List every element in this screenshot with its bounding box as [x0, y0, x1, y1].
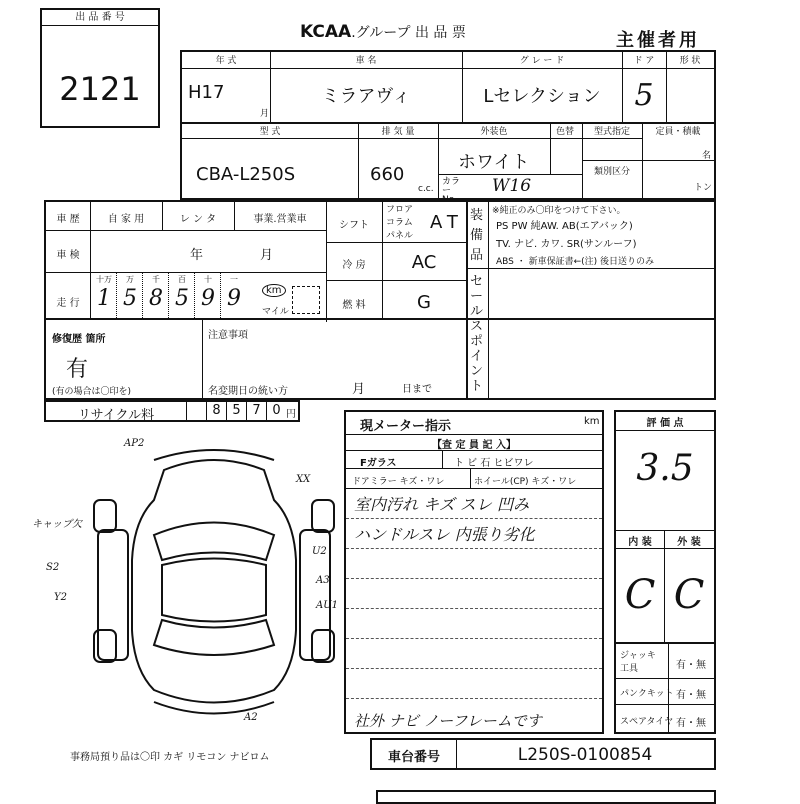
displacement-value: 660 [370, 164, 405, 185]
damage-note-ap2: AP2 [124, 438, 145, 449]
ton-unit: トン [694, 183, 713, 193]
note-rule-line [346, 548, 602, 549]
mileage-digit-label: 百 [178, 275, 186, 284]
history-label: 車 歴 [56, 214, 80, 225]
mileage-digit-label: 一 [230, 275, 238, 284]
inspection-month-unit: 月 [260, 248, 274, 263]
recycle-digit: 7 [246, 402, 266, 420]
mileage-digit-cell [142, 272, 168, 318]
car-name-label: 車 名 [355, 56, 377, 66]
mileage-label: 走 行 [56, 298, 80, 309]
mileage-digit-cell [90, 272, 116, 318]
spare-tire-option: 有・無 [676, 718, 706, 729]
inspection-note-2: ハンドルスレ 内張り劣化 [354, 525, 535, 544]
damage-note-u2: U2 [312, 546, 327, 557]
basic-info-table [180, 50, 716, 205]
recycle-digits [186, 402, 286, 420]
damage-note-au1: AU1 [316, 600, 339, 611]
windshield [154, 523, 274, 561]
jack-tool-label: ジャッキ工具 [620, 651, 656, 674]
copy-label: 主催者用 [616, 30, 700, 51]
cc-unit: c.c. [418, 184, 434, 194]
year-month-unit: 月 [260, 109, 270, 119]
inspection-box [344, 410, 604, 734]
kcaa-logo: KCAA [300, 22, 352, 42]
deadline-day-unit: 日まで [402, 384, 432, 395]
puncture-kit-option: 有・無 [676, 690, 706, 701]
mileage-digit-label: 千 [152, 275, 160, 284]
roof [162, 559, 266, 622]
front-left-tire [94, 500, 116, 532]
mile-option: マイル [262, 307, 289, 317]
damage-note-a2: A2 [244, 712, 258, 723]
equipment-line-3: ABS ・ 新車保証書←(注) 後日送りのみ [496, 257, 655, 267]
mileage-digit: 9 [201, 286, 215, 311]
inspection-label: 車 検 [56, 250, 80, 261]
door-label: ド ア [633, 56, 655, 66]
recycle-yen-unit: 円 [286, 409, 296, 420]
lot-number-box [40, 8, 160, 128]
mile-box [292, 286, 320, 314]
note-rule-line [346, 698, 602, 699]
glass-label: Fガラス [360, 458, 397, 469]
note-rule-line [346, 578, 602, 579]
note-rule-line [346, 518, 602, 519]
inspection-year-unit: 年 [190, 248, 204, 263]
car-name-value: ミラアヴィ [321, 86, 411, 107]
interior-label: 内 装 [628, 537, 652, 548]
equipment-line-2: TV. ナビ. カワ. SR(サンルーフ) [496, 239, 637, 250]
damage-note-cap: キャップ欠 [32, 519, 82, 530]
deadline-label: 名変期日の統い方 [208, 386, 288, 397]
private-use-option: 自 家 用 [107, 214, 145, 225]
puncture-kit-label: パンクキット [620, 689, 674, 699]
note-rule-line [346, 638, 602, 639]
model-value: CBA-L250S [196, 164, 296, 185]
shift-panel-option: パネル [386, 231, 414, 241]
person-unit: 名 [702, 151, 712, 161]
fuel-value: G [417, 292, 431, 313]
chassis-label: 車台番号 [387, 750, 440, 765]
row-line [182, 68, 714, 69]
mileage-digit: 8 [149, 286, 163, 311]
exterior-grade: C [673, 572, 705, 618]
shape-label: 形 状 [679, 56, 701, 66]
jack-tool-option: 有・無 [676, 660, 706, 671]
score-value: 3.5 [636, 448, 694, 489]
fuel-label: 燃 料 [342, 300, 366, 311]
recycle-digit: 8 [206, 402, 226, 420]
shift-column-option: コラム [386, 218, 413, 228]
type-spec-label: 型式指定 [593, 127, 630, 137]
car-outline [132, 460, 296, 703]
mileage-digit-row [90, 272, 246, 318]
capacity-label: 定員・積載 [655, 127, 701, 137]
inspector-label: 【査 定 員 記 入】 [432, 440, 516, 451]
front-bumper [154, 450, 274, 460]
rear-window [154, 620, 274, 655]
chassis-number: L250S-0100854 [517, 745, 653, 765]
color-no-label: カラー No. [442, 177, 461, 205]
interior-grade: C [624, 572, 656, 618]
note-rule-line [346, 668, 602, 669]
chassis-row [370, 738, 716, 770]
class-label: 類別区分 [593, 167, 630, 177]
displacement-label: 排 気 量 [381, 127, 415, 137]
bottom-table-edge [376, 790, 716, 804]
sales-point-label: セールスポイント [470, 274, 484, 394]
office-items-note: 事務局預り品は〇印 カギ リモコン ナビロム [70, 752, 270, 763]
model-label: 型 式 [259, 127, 281, 137]
mileage-digit-cell [168, 272, 194, 318]
lot-number: 2121 [59, 70, 141, 108]
wheel-label: ホイール(CP) キズ・ワレ [474, 477, 577, 487]
note-rule-line [346, 608, 602, 609]
score-box [614, 410, 716, 734]
color-label: 外装色 [480, 127, 508, 137]
equipment-label: 装 備 品 [470, 208, 484, 263]
business-option: 事業.営業車 [253, 214, 307, 225]
form-title [300, 22, 466, 42]
mileage-digit-cell [194, 272, 220, 318]
mileage-digit: 1 [97, 286, 111, 311]
front-right-tire [312, 500, 334, 532]
recycle-label: リサイクル料 [77, 408, 155, 423]
repair-value: 有 [66, 357, 89, 382]
door-value: 5 [634, 78, 654, 113]
mileage-digit-label: 万 [126, 275, 134, 284]
mileage-digit-cell [220, 272, 246, 318]
recycle-digit: 0 [266, 402, 286, 420]
meter-label: 現メーター指示 [360, 419, 452, 434]
car-diagram [84, 440, 344, 740]
repair-note: (有の場合は〇印を) [52, 387, 132, 397]
km-option: km [262, 284, 286, 297]
mileage-digit-cell [116, 272, 142, 318]
grade-value: Lセレクション [483, 86, 601, 107]
left-side-panel [98, 530, 128, 660]
inspection-note-3: 社外 ナビ ノーフレームです [354, 712, 542, 730]
score-label: 評 価 点 [646, 418, 684, 429]
mirror-label: ドアミラー キズ・ワレ [352, 477, 445, 487]
mileage-digit: 5 [123, 286, 137, 311]
meter-km-unit: km [584, 416, 600, 427]
caution-label: 注意事項 [208, 330, 248, 341]
year-label: 年 式 [215, 56, 237, 66]
damage-note-xx: XX [296, 474, 311, 485]
damage-note-y2: Y2 [54, 592, 67, 603]
exterior-label: 外 装 [677, 537, 701, 548]
lot-number-label: 出 品 番 号 [42, 10, 158, 26]
mileage-digit-label: 十万 [96, 275, 112, 284]
shift-floor-option: フロア [386, 205, 414, 215]
ac-value: AC [411, 252, 437, 273]
year-value: H17 [188, 82, 225, 103]
color-change-label: 色替 [555, 127, 574, 137]
recycle-row [44, 400, 300, 422]
shift-label: シフト [339, 220, 369, 231]
mileage-digit: 5 [175, 286, 189, 311]
rental-option: レ ン タ [179, 214, 217, 225]
deadline-month-unit: 月 [352, 382, 366, 397]
damage-note-s2: S2 [46, 562, 60, 573]
equipment-line-1: PS PW 純AW. AB(エアバック) [496, 221, 633, 232]
title-text: .グループ 出 品 票 [351, 25, 466, 41]
repair-label: 修復歴 箇所 [52, 334, 106, 345]
equipment-note: ※純正のみ〇印をつけて下さい。 [492, 206, 626, 216]
spare-tire-label: スペアタイヤ [620, 717, 674, 727]
mileage-digit: 9 [227, 286, 241, 311]
ac-label: 冷 房 [342, 260, 366, 271]
glass-options: ト ビ 石 ヒビワレ [454, 458, 534, 469]
spec-table [44, 200, 716, 400]
damage-note-a3: A3 [316, 575, 330, 586]
recycle-digit [186, 402, 206, 420]
inspection-note-1: 室内汚れ キズ スレ 凹み [354, 495, 529, 514]
mileage-digit-label: 十 [204, 275, 212, 284]
recycle-digit: 5 [226, 402, 246, 420]
grade-label: グ レ ー ド [519, 56, 565, 66]
shift-value: AT [430, 212, 464, 233]
color-value: ホワイト [458, 152, 530, 173]
color-no-value: W16 [492, 176, 532, 196]
